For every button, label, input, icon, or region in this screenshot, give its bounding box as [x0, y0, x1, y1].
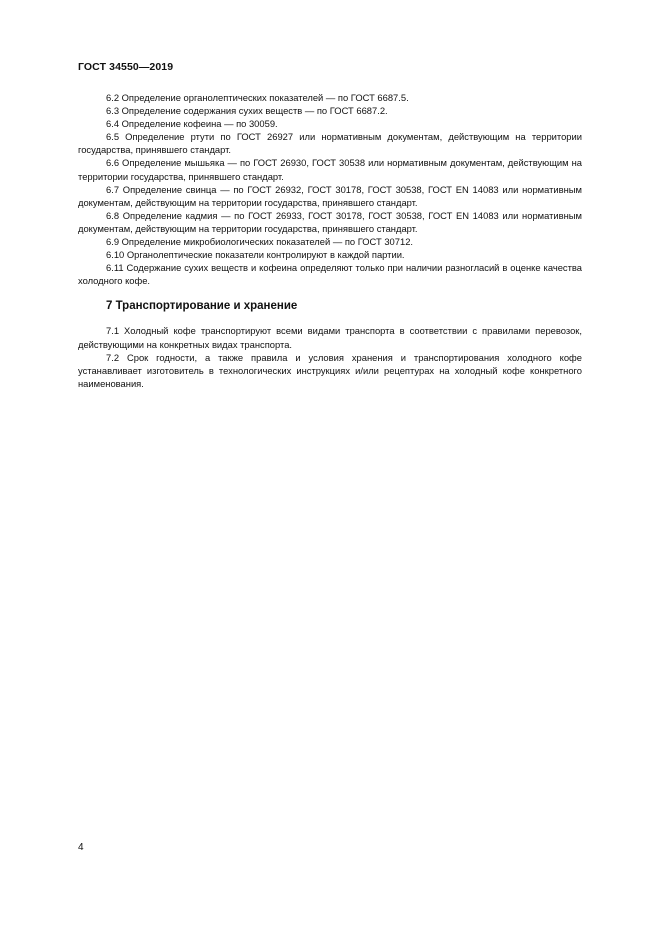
paragraph-6-4: 6.4 Определение кофеина — по 30059. [106, 118, 278, 130]
document-id: ГОСТ 34550—2019 [78, 61, 174, 73]
section-7-title: 7 Транспортирование и хранение [106, 300, 298, 313]
paragraph-7-2: 7.2 Срок годности, а также правила и условия хранения и транспортирования холодного кофе устанавливает изготовитель в технологических инструкциях и/или рецептурах на холодный кофе конкретного наименования. [78, 351, 582, 389]
paragraph-7-1: 7.1 Холодный кофе транспортируют всеми видами транспорта в соответствии с правилами перевозок, действующими на конкретных видах транспорта. [78, 325, 582, 350]
paragraph-6-5: 6.5 Определение ртути по ГОСТ 26927 или нормативным документам, действующим на территории государства, принявшего стандарт. [78, 131, 582, 156]
page-number: 4 [78, 842, 84, 853]
paragraph-6-8: 6.8 Определение кадмия — по ГОСТ 26933, ГОСТ 30178, ГОСТ 30538, ГОСТ EN 14083 или нормативным документам, действующим на территории государства, принявшего стандарт. [78, 209, 582, 234]
paragraph-6-2: 6.2 Определение органолептических показателей — по ГОСТ 6687.5. [106, 92, 409, 103]
paragraph-6-6: 6.6 Определение мышьяка — по ГОСТ 26930, ГОСТ 30538 или нормативным документам, действующим на территории государства, принявшего стандарт. [78, 157, 582, 182]
paragraph-6-3: 6.3 Определение содержания сухих веществ — по ГОСТ 6687.2. [106, 105, 388, 117]
paragraph-6-10: 6.10 Органолептические показатели контролируют в каждой партии. [106, 249, 405, 261]
paragraph-6-11: 6.11 Содержание сухих веществ и кофеина определяют только при наличии разногласий в оценке качества холодного кофе. [78, 262, 582, 287]
paragraph-6-7: 6.7 Определение свинца — по ГОСТ 26932, ГОСТ 30178, ГОСТ 30538, ГОСТ EN 14083 или нормативным документам, действующим на территории государства, принявшего стандарт. [78, 183, 582, 208]
document-body [78, 91, 582, 390]
paragraph-6-9: 6.9 Определение микробиологических показателей — по ГОСТ 30712. [106, 236, 414, 248]
